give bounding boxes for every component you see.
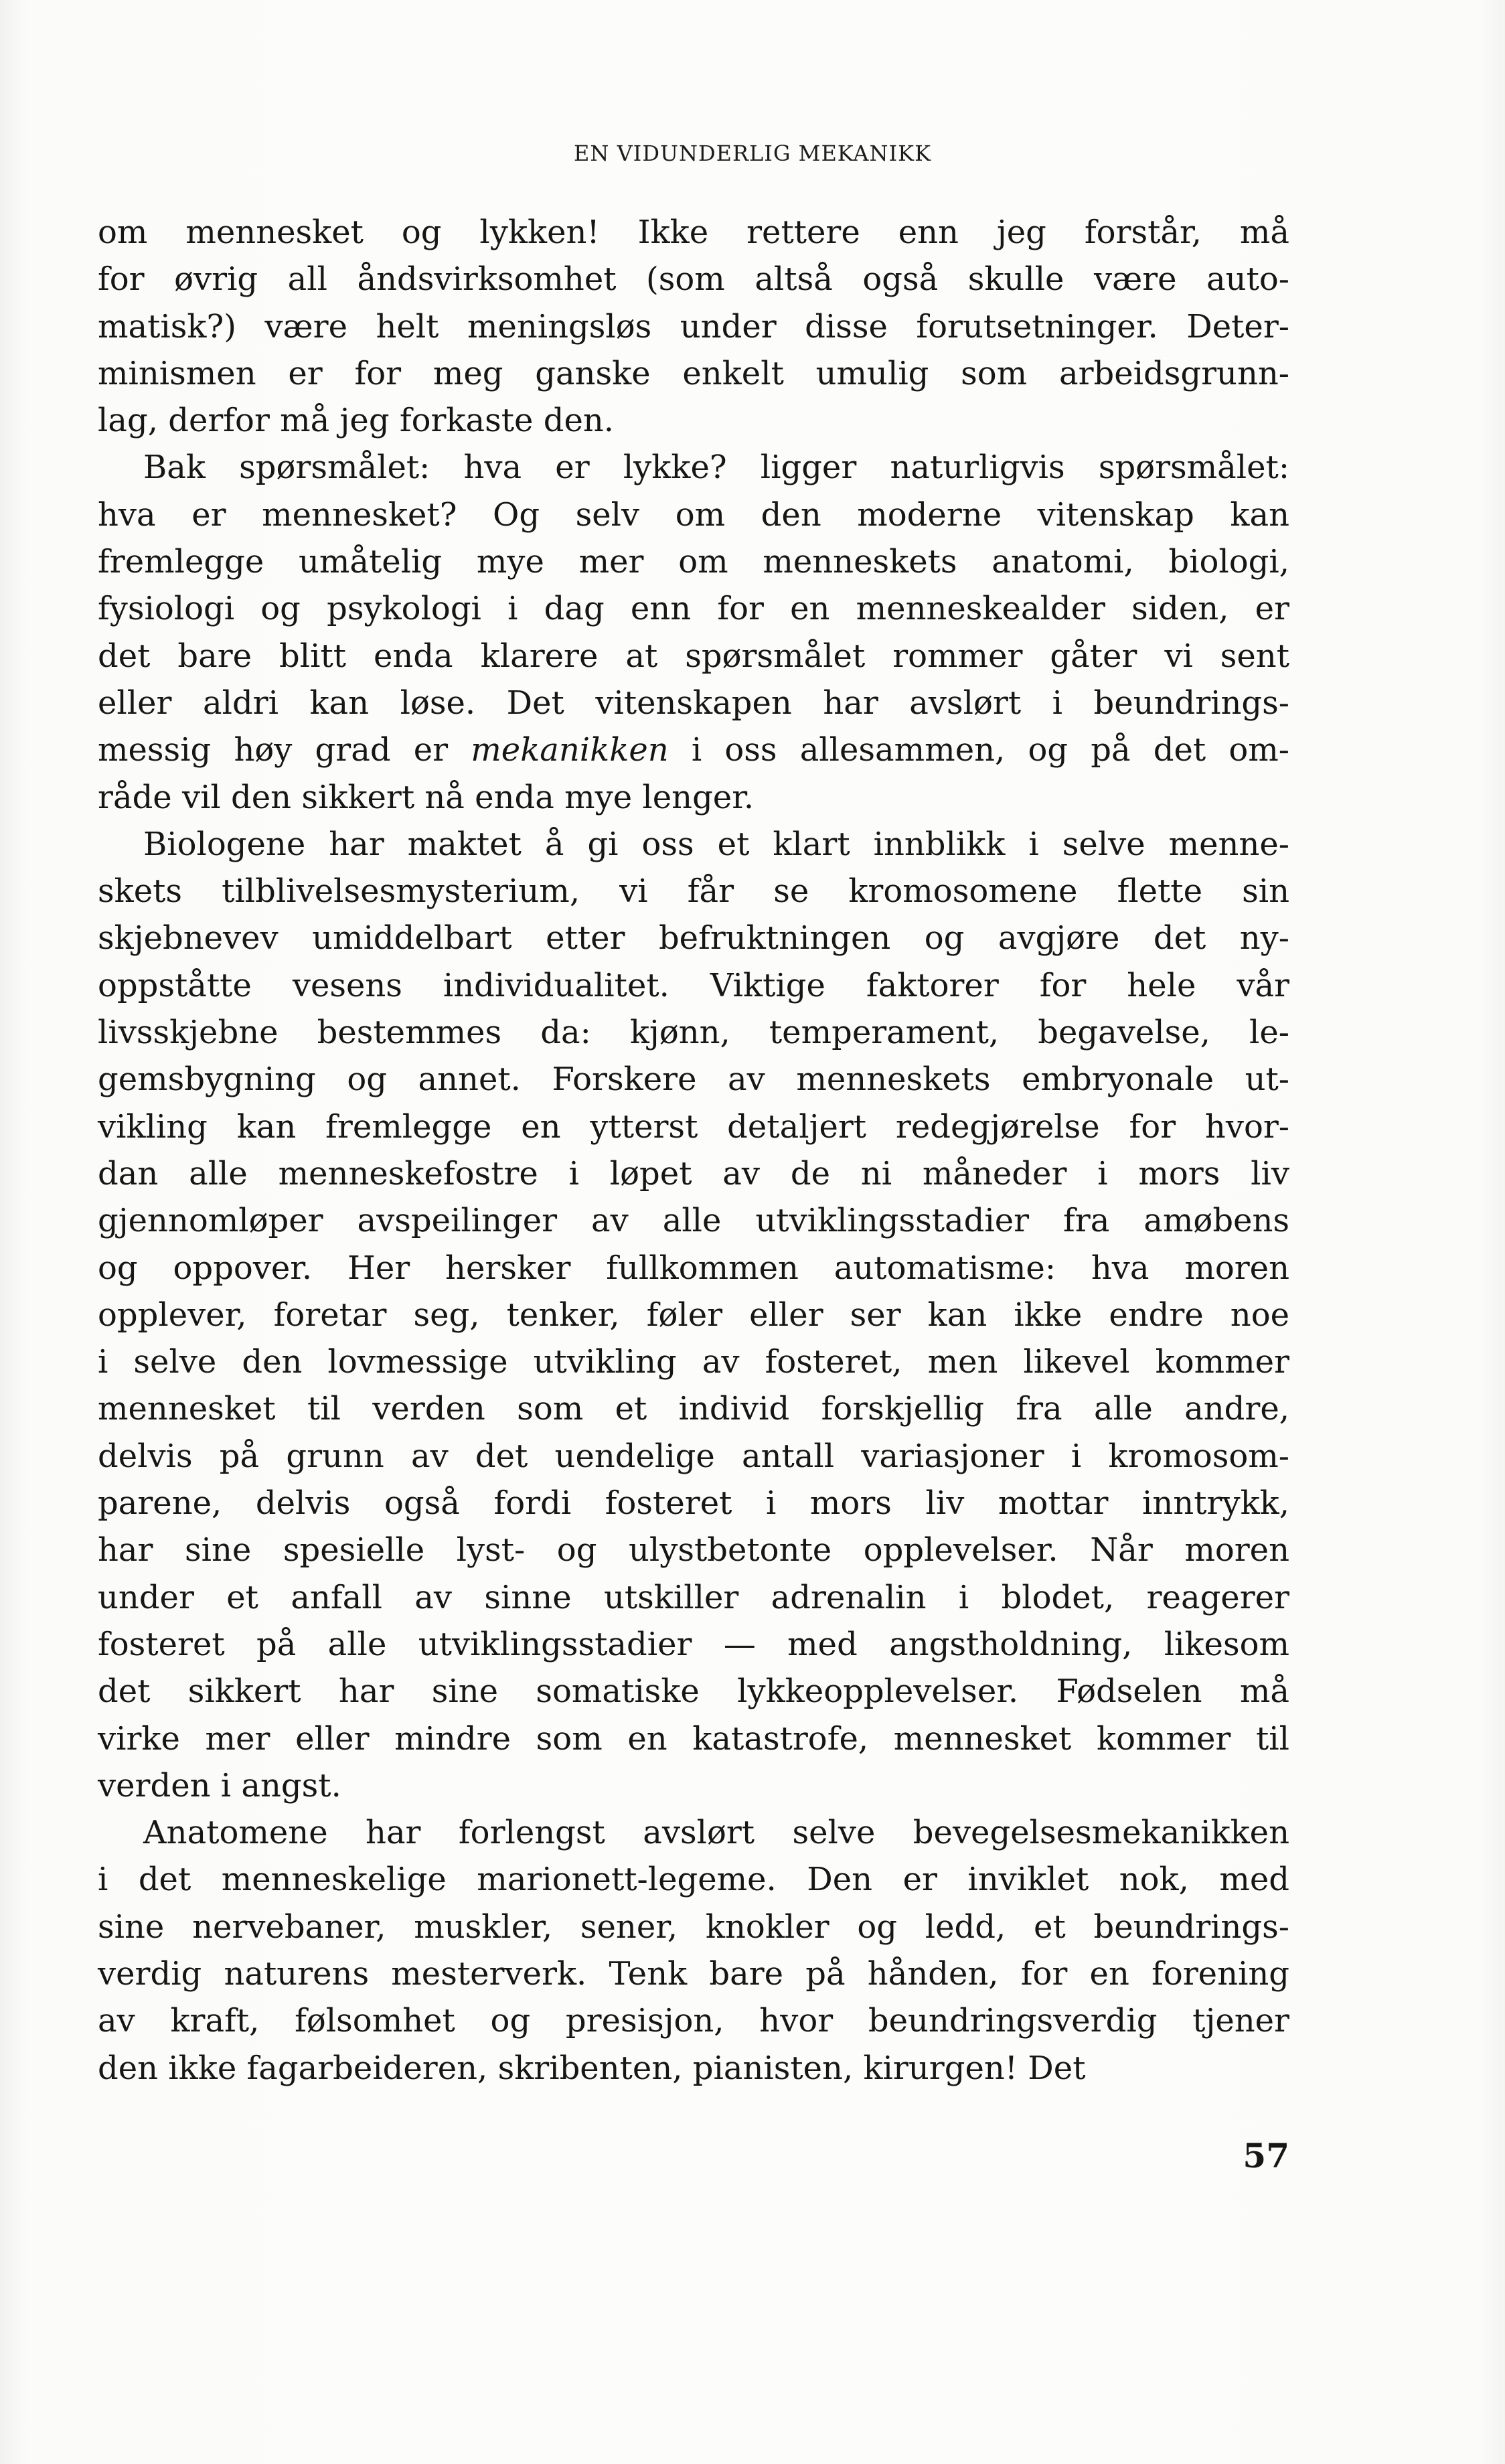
text-line: skets tilblivelsesmysterium, vi får se kromosomene flette sin — [98, 872, 1289, 911]
text-line: i det menneskelige marionett-legeme. Den er inviklet nok, med — [98, 1861, 1289, 1899]
text-line: parene, delvis også fordi fosteret i mors liv mottar inntrykk, — [98, 1484, 1289, 1523]
text-line: delvis på grunn av det uendelige antall variasjoner i kromosom- — [98, 1437, 1289, 1475]
text-line: den ikke fagarbeideren, skribenten, pianisten, kirurgen! Det — [98, 2049, 1086, 2087]
text-line: livsskjebne bestemmes da: kjønn, temperament, begavelse, le- — [98, 1014, 1289, 1052]
running-head: EN VIDUNDERLIG MEKANIKK — [574, 141, 931, 166]
text-line: messig høy grad er mekanikken i oss allesammen, og på det om- — [98, 731, 1289, 769]
text-line: verden i angst. — [98, 1766, 341, 1804]
text-line: eller aldri kan løse. Det vitenskapen har avslørt i beundrings- — [98, 684, 1289, 722]
text-line: sine nervebaner, muskler, sener, knokler og ledd, et beundrings- — [98, 1908, 1289, 1946]
text-line: matisk?) være helt meningsløs under disse forutsetninger. Deter- — [98, 307, 1289, 345]
text-line: vikling kan fremlegge en ytterst detaljert redegjørelse for hvor- — [98, 1107, 1289, 1146]
text-line: mennesket til verden som et individ forskjellig fra alle andre, — [98, 1390, 1289, 1428]
text-line: dan alle menneskefostre i løpet av de ni måneder i mors liv — [98, 1154, 1289, 1192]
text-line: fysiologi og psykologi i dag enn for en menneskealder siden, er — [98, 590, 1289, 628]
text-line: det sikkert har sine somatiske lykkeopplevelser. Fødselen må — [98, 1673, 1289, 1711]
body-text — [98, 209, 1289, 2092]
paragraph — [98, 444, 1289, 820]
text-line: om mennesket og lykken! Ikke rettere enn jeg forstår, må — [98, 214, 1289, 251]
text-line: skjebnevev umiddelbart etter befruktningen og avgjøre det ny- — [98, 919, 1289, 957]
text-line: fremlegge umåtelig mye mer om menneskets anatomi, biologi, — [98, 543, 1289, 581]
text-line: i selve den lovmessige utvikling av fosteret, men likevel kommer — [98, 1343, 1289, 1381]
text-line: for øvrig all åndsvirksomhet (som altså også skulle være auto- — [98, 260, 1289, 299]
paragraph — [98, 209, 1289, 444]
paragraph — [98, 1809, 1289, 2092]
paragraph — [98, 821, 1289, 1809]
text-line: av kraft, følsomhet og presisjon, hvor beundringsverdig tjener — [98, 2002, 1289, 2040]
text-line: gjennomløper avspeilinger av alle utviklingsstadier fra amøbens — [98, 1202, 1289, 1240]
text-line: virke mer eller mindre som en katastrofe, mennesket kommer til — [98, 1719, 1289, 1758]
text-line: det bare blitt enda klarere at spørsmålet rommer gåter vi sent — [98, 637, 1289, 675]
text-line: og oppover. Her hersker fullkommen automatisme: hva moren — [98, 1249, 1289, 1287]
text-line: oppståtte vesens individualitet. Viktige faktorer for hele vår — [98, 966, 1289, 1004]
text-line: under et anfall av sinne utskiller adrenalin i blodet, reagerer — [98, 1578, 1289, 1616]
text-line: lag, derfor må jeg forkaste den. — [98, 402, 615, 440]
text-line: opplever, foretar seg, tenker, føler eller ser kan ikke endre noe — [98, 1296, 1289, 1334]
text-line: Biologene har maktet å gi oss et klart innblikk i selve menne- — [143, 825, 1289, 863]
text-line: fosteret på alle utviklingsstadier — med angstholdning, likesom — [98, 1625, 1289, 1663]
text-line: hva er mennesket? Og selv om den moderne vitenskap kan — [98, 495, 1289, 534]
text-line: Bak spørsmålet: hva er lykke? ligger naturligvis spørsmålet: — [143, 449, 1289, 487]
text-line: Anatomene har forlengst avslørt selve bevegelsesmekanikken — [143, 1814, 1289, 1852]
text-line: har sine spesielle lyst- og ulystbetonte opplevelser. Når moren — [98, 1531, 1289, 1569]
text-line: verdig naturens mesterverk. Tenk bare på hånden, for en forening — [98, 1954, 1289, 1993]
text-line: minismen er for meg ganske enkelt umulig som arbeidsgrunn- — [98, 354, 1289, 392]
page-number: 57 — [1243, 2136, 1289, 2175]
text-line: gemsbygning og annet. Forskere av menneskets embryonale ut- — [98, 1061, 1289, 1099]
text-line: råde vil den sikkert nå enda mye lenger. — [98, 778, 755, 816]
